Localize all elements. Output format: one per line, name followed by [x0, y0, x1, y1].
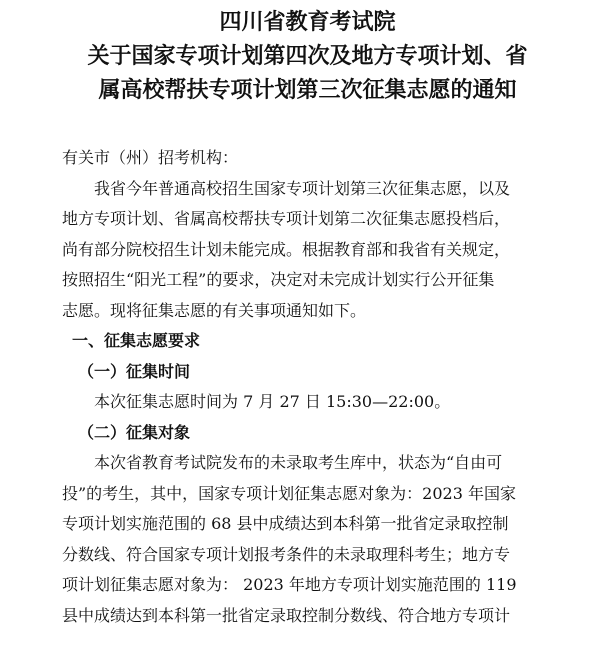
paragraph-line: 我省今年普通高校招生国家专项计划第三次征集志愿，以及: [94, 178, 511, 198]
document-body: [62, 143, 568, 631]
paragraph-line: 尚有部分院校招生计划未能完成。根据教育部和我省有关规定，: [62, 239, 511, 259]
subsection-heading: （一）征集时间: [78, 361, 191, 381]
paragraph-line: 按照招生“阳光工程”的要求，决定对未完成计划实行公开征集: [62, 270, 495, 289]
salutation: 有关市（州）招考机构：: [62, 148, 239, 167]
paragraph-line: 本次省教育考试院发布的未录取考生库中，状态为“自由可: [94, 453, 503, 472]
section-heading: 一、征集志愿要求: [72, 331, 201, 350]
paragraph-line: 项计划征集志愿对象为： 2023 年地方专项计划实施范围的 119: [62, 575, 517, 594]
paragraph-line: 县中成绩达到本科第一批省定录取控制分数线、符合地方专项计: [62, 605, 511, 625]
title-line-2: 关于国家专项计划第四次及地方专项计划、省: [87, 43, 528, 69]
paragraph-line: 地方专项计划、省属高校帮扶专项计划第二次征集志愿投档后，: [62, 209, 511, 228]
paragraph-line: 本次征集志愿时间为 7 月 27 日 15:30—22:00。: [94, 392, 451, 411]
paragraph-line: 分数线、符合国家专项计划报考条件的未录取理科考生；地方专: [62, 544, 511, 564]
paragraph-line: 投”的考生，其中，国家专项计划征集志愿对象为：2023 年国家: [62, 483, 516, 503]
paragraph-line: 志愿。现将征集志愿的有关事项通知如下。: [62, 300, 367, 320]
subsection-heading: （二）征集对象: [78, 422, 191, 442]
title-line-3: 属高校帮扶专项计划第三次征集志愿的通知: [98, 77, 517, 103]
title-line-1: 四川省教育考试院: [219, 9, 396, 35]
paragraph-line: 专项计划实施范围的 68 县中成绩达到本科第一批省定录取控制: [62, 514, 509, 533]
